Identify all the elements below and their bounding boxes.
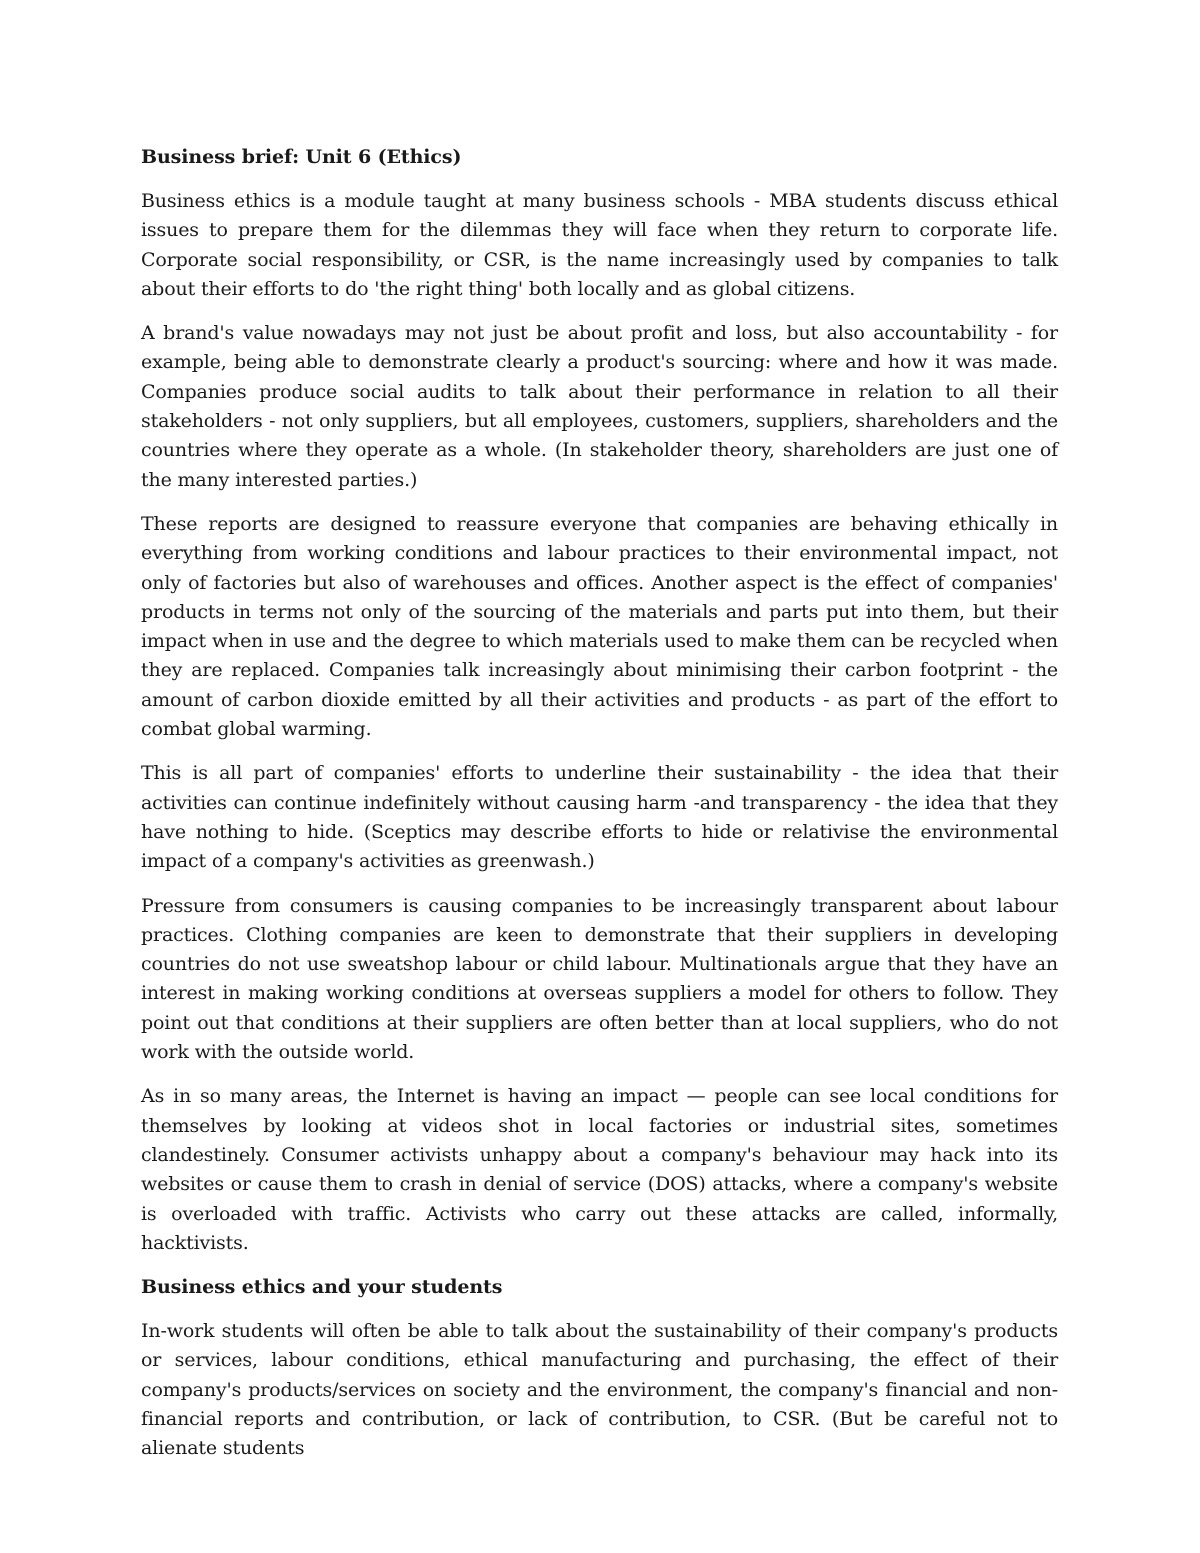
paragraph-reports: These reports are designed to reassure everyone that companies are behaving ethically in everything from working conditions and labour practices to their environmental impact, not only of factories but also of warehouses and offices. Another aspect is the effect of companies' products in terms not only of the sourcing of the materials and parts put into them, but their impact when in use and the degree to which materials used to make them can be recycled when they are replaced. Companies talk increasingly about minimising their carbon footprint - the amount of carbon dioxide emitted by all their activities and products - as part of the effort to combat global warming. xyxy=(141,512,1058,741)
document-title: Business brief: Unit 6 (Ethics) xyxy=(141,146,462,168)
paragraph-in-work-students: In-work students will often be able to talk about the sustainability of their company's products or services, labour conditions, ethical manufacturing and purchasing, the effect of their company's products/services on society and the environment, the company's financial and non-financial reports and contribution, or lack of contribution, to CSR. (But be careful not to alienate students xyxy=(141,1320,1058,1460)
paragraph-internet-impact: As in so many areas, the Internet is having an impact — people can see local conditions for themselves by looking at videos shot in local factories or industrial sites, sometimes clandestinely. Consumer activists unhappy about a company's behaviour may hack into its websites or cause them to crash in denial of service (DOS) attacks, where a company's website is overloaded with traffic. Activists who carry out these attacks are called, informally, hacktivists. xyxy=(141,1085,1058,1254)
section-subheading: Business ethics and your students xyxy=(141,1276,503,1299)
document-page xyxy=(141,143,1058,1464)
paragraph-brand-value: A brand's value nowadays may not just be about profit and loss, but also accountability - for example, being able to demonstrate clearly a product's sourcing: where and how it was made. Companies produce social audits to talk about their performance in relation to all their stakeholders - not only suppliers, but all employees, customers, suppliers, shareholders and the countries where they operate as a whole. (In stakeholder theory, shareholders are just one of the many interested parties.) xyxy=(141,322,1058,491)
paragraph-intro: Business ethics is a module taught at many business schools - MBA students discuss ethical issues to prepare them for the dilemmas they will face when they return to corporate life. Corporate social responsibility, or CSR, is the name increasingly used by companies to talk about their efforts to do 'the right thing' both locally and as global citizens. xyxy=(141,190,1058,300)
paragraph-sustainability: This is all part of companies' efforts to underline their sustainability - the idea that their activities can continue indefinitely without causing harm -and transparency - the idea that they have nothing to hide. (Sceptics may describe efforts to hide or relativise the environmental impact of a company's activities as greenwash.) xyxy=(141,762,1058,873)
paragraph-consumer-pressure: Pressure from consumers is causing companies to be increasingly transparent about labour practices. Clothing companies are keen to demonstrate that their suppliers in developing countries do not use sweatshop labour or child labour. Multinationals argue that they have an interest in making working conditions at overseas suppliers a model for others to follow. They point out that conditions at their suppliers are often better than at local suppliers, who do not work with the outside world. xyxy=(141,894,1058,1064)
